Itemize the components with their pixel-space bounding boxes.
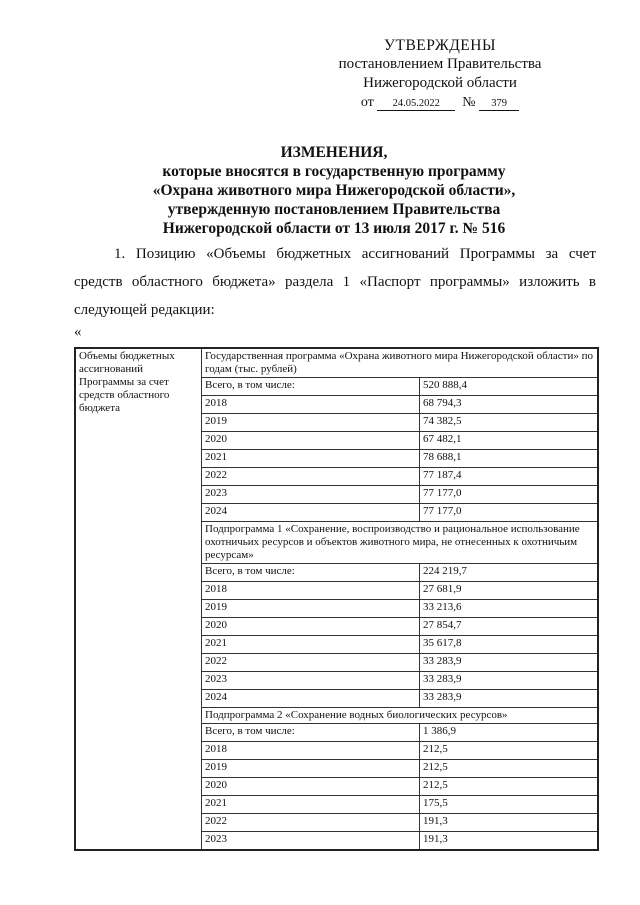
approval-line-1: постановлением Правительства bbox=[338, 56, 542, 72]
row-value: 78 688,1 bbox=[420, 450, 599, 468]
row-value: 67 482,1 bbox=[420, 432, 599, 450]
row-label: 2020 bbox=[202, 778, 420, 796]
row-label: 2023 bbox=[202, 832, 420, 851]
section-heading: Подпрограмма 1 «Сохранение, воспроизводство и рациональное использование охотничьих ресурсов и объектов животного мира, не отнесенных к охотничьим ресурсам» bbox=[202, 522, 599, 564]
row-label: 2018 bbox=[202, 742, 420, 760]
title-line-5: Нижегородской области от 13 июля 2017 г. № 516 bbox=[162, 220, 506, 237]
row-value: 77 187,4 bbox=[420, 468, 599, 486]
row-label: 2024 bbox=[202, 690, 420, 708]
row-label: Всего, в том числе: bbox=[202, 378, 420, 396]
open-quote: « bbox=[74, 324, 82, 340]
row-value: 27 854,7 bbox=[420, 618, 599, 636]
approval-line-2: Нижегородской области bbox=[363, 75, 517, 91]
row-value: 33 213,6 bbox=[420, 600, 599, 618]
row-label: 2021 bbox=[202, 450, 420, 468]
from-label: от bbox=[360, 95, 374, 110]
approval-date-line bbox=[330, 93, 550, 112]
row-label: Всего, в том числе: bbox=[202, 564, 420, 582]
row-label: 2023 bbox=[202, 672, 420, 690]
section-heading-row bbox=[75, 348, 598, 378]
row-value: 27 681,9 bbox=[420, 582, 599, 600]
budget-table bbox=[74, 347, 599, 851]
row-label: 2022 bbox=[202, 654, 420, 672]
row-value: 68 794,3 bbox=[420, 396, 599, 414]
row-value: 224 219,7 bbox=[420, 564, 599, 582]
row-value: 212,5 bbox=[420, 778, 599, 796]
row-value: 77 177,0 bbox=[420, 504, 599, 522]
row-value: 175,5 bbox=[420, 796, 599, 814]
row-value: 77 177,0 bbox=[420, 486, 599, 504]
paragraph-1: 1. Позицию «Объемы бюджетных ассигнований Программы за счет средств областного бюджета» раздела 1 «Паспорт программы» изложить в следующей редакции: bbox=[74, 246, 596, 318]
row-value: 74 382,5 bbox=[420, 414, 599, 432]
row-label: 2020 bbox=[202, 618, 420, 636]
row-value: 33 283,9 bbox=[420, 690, 599, 708]
row-label: 2022 bbox=[202, 468, 420, 486]
title-line-2: которые вносятся в государственную программу bbox=[162, 163, 506, 180]
section-heading: Государственная программа «Охрана животного мира Нижегородской области» по годам (тыс. рублей) bbox=[202, 348, 599, 378]
body-text bbox=[74, 240, 596, 324]
row-label: 2022 bbox=[202, 814, 420, 832]
row-label: 2019 bbox=[202, 414, 420, 432]
row-label: 2023 bbox=[202, 486, 420, 504]
row-label: Всего, в том числе: bbox=[202, 724, 420, 742]
document-title bbox=[74, 143, 594, 238]
title-line-1: ИЗМЕНЕНИЯ, bbox=[280, 144, 388, 161]
table-left-label: Объемы бюджетных ассигнований Программы за счет средств областного бюджета bbox=[75, 348, 202, 850]
row-label: 2021 bbox=[202, 796, 420, 814]
row-label: 2020 bbox=[202, 432, 420, 450]
row-label: 2018 bbox=[202, 396, 420, 414]
row-value: 191,3 bbox=[420, 832, 599, 851]
approval-heading: УТВЕРЖДЕНЫ bbox=[384, 37, 496, 54]
row-label: 2018 bbox=[202, 582, 420, 600]
row-value: 212,5 bbox=[420, 742, 599, 760]
row-value: 35 617,8 bbox=[420, 636, 599, 654]
row-label: 2019 bbox=[202, 760, 420, 778]
approval-stamp bbox=[330, 36, 550, 112]
row-value: 191,3 bbox=[420, 814, 599, 832]
row-value: 33 283,9 bbox=[420, 672, 599, 690]
row-label: 2021 bbox=[202, 636, 420, 654]
title-line-4: утвержденную постановлением Правительства bbox=[167, 201, 501, 218]
row-value: 212,5 bbox=[420, 760, 599, 778]
row-value: 1 386,9 bbox=[420, 724, 599, 742]
number-label: № bbox=[462, 95, 476, 110]
approval-number: 379 bbox=[479, 97, 519, 111]
row-value: 33 283,9 bbox=[420, 654, 599, 672]
approval-date: 24.05.2022 bbox=[377, 97, 455, 111]
section-heading: Подпрограмма 2 «Сохранение водных биологических ресурсов» bbox=[202, 708, 599, 724]
row-label: 2019 bbox=[202, 600, 420, 618]
title-line-3: «Охрана животного мира Нижегородской области», bbox=[152, 182, 516, 199]
row-value: 520 888,4 bbox=[420, 378, 599, 396]
row-label: 2024 bbox=[202, 504, 420, 522]
